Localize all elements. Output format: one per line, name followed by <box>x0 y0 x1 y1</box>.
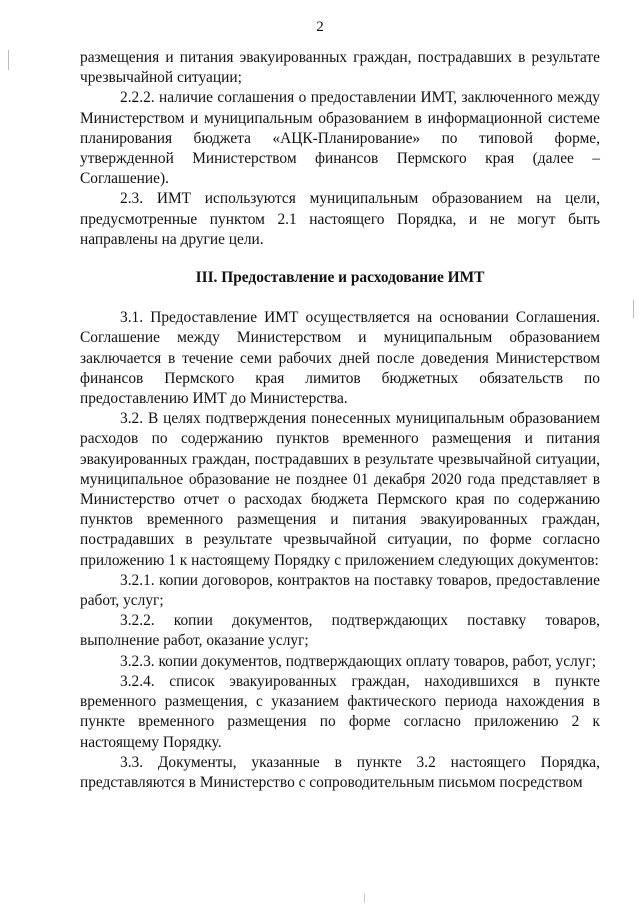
paragraph-3-2-4: 3.2.4. список эвакуированных граждан, находившихся в пункте временного размещения, с указанием фактического периода нахождения в пункте временного размещения по форме согласно приложению 2 к настоящему Порядку. <box>80 672 600 751</box>
paragraph-3-2: 3.2. В целях подтверждения понесенных муниципальным образованием расходов по содержанию пунктов временного размещения и питания эвакуированных граждан, пострадавших в результате чрезвычайной ситуации, муниципальное образование не позднее 01 декабря 2020 года представляет в Министерство отчет о расходах бюджета Пермского края по содержанию пунктов временного размещения и питания эвакуированных граждан, пострадавших в результате чрезвычайной ситуации, по форме согласно приложению 1 к настоящему Порядку с приложением следующих документов: <box>80 410 600 569</box>
paragraph-3-3: 3.3. Документы, указанные в пункте 3.2 настоящего Порядка, представляются в Министерство с сопроводительным письмом посредством <box>80 753 600 791</box>
scan-edge-mark <box>8 50 9 70</box>
paragraph-3-2-3: 3.2.3. копии документов, подтверждающих оплату товаров, работ, услуг; <box>120 652 597 670</box>
scan-edge-mark <box>364 893 365 903</box>
scan-edge-mark <box>633 300 634 318</box>
paragraph-2-3: 2.3. ИМТ используются муниципальным образованием на цели, предусмотренные пунктом 2.1 настоящего Порядка, и не могут быть направлены на другие цели. <box>80 190 600 248</box>
paragraph-continuation: размещения и питания эвакуированных граждан, пострадавших в результате чрезвычайной ситуации; <box>80 49 600 87</box>
document-body <box>80 48 600 793</box>
page-number: 2 <box>316 19 324 35</box>
paragraph-3-2-1: 3.2.1. копии договоров, контрактов на поставку товаров, предоставление работ, услуг; <box>80 571 600 610</box>
paragraph-3-1: 3.1. Предоставление ИМТ осуществляется на основании Соглашения. Соглашение между Министерством и муниципальным образованием заключается в течение семи рабочих дней после доведения Министерством финансов Пермского края лимитов бюджетных обязательств по предоставлению ИМТ до Министерства. <box>80 309 600 408</box>
section-heading: III. Предоставление и расходование ИМТ <box>195 269 485 287</box>
paragraph-3-2-2: 3.2.2. копии документов, подтверждающих поставку товаров, выполнение работ, оказание услуг; <box>80 612 600 650</box>
paragraph-2-2-2: 2.2.2. наличие соглашения о предоставлении ИМТ, заключенного между Министерством и муниципальным образованием в информационной системе планирования бюджета «АЦК-Планирование» по типовой форме, утвержденной Министерством финансов Пермского края (далее – Соглашение). <box>80 89 600 188</box>
